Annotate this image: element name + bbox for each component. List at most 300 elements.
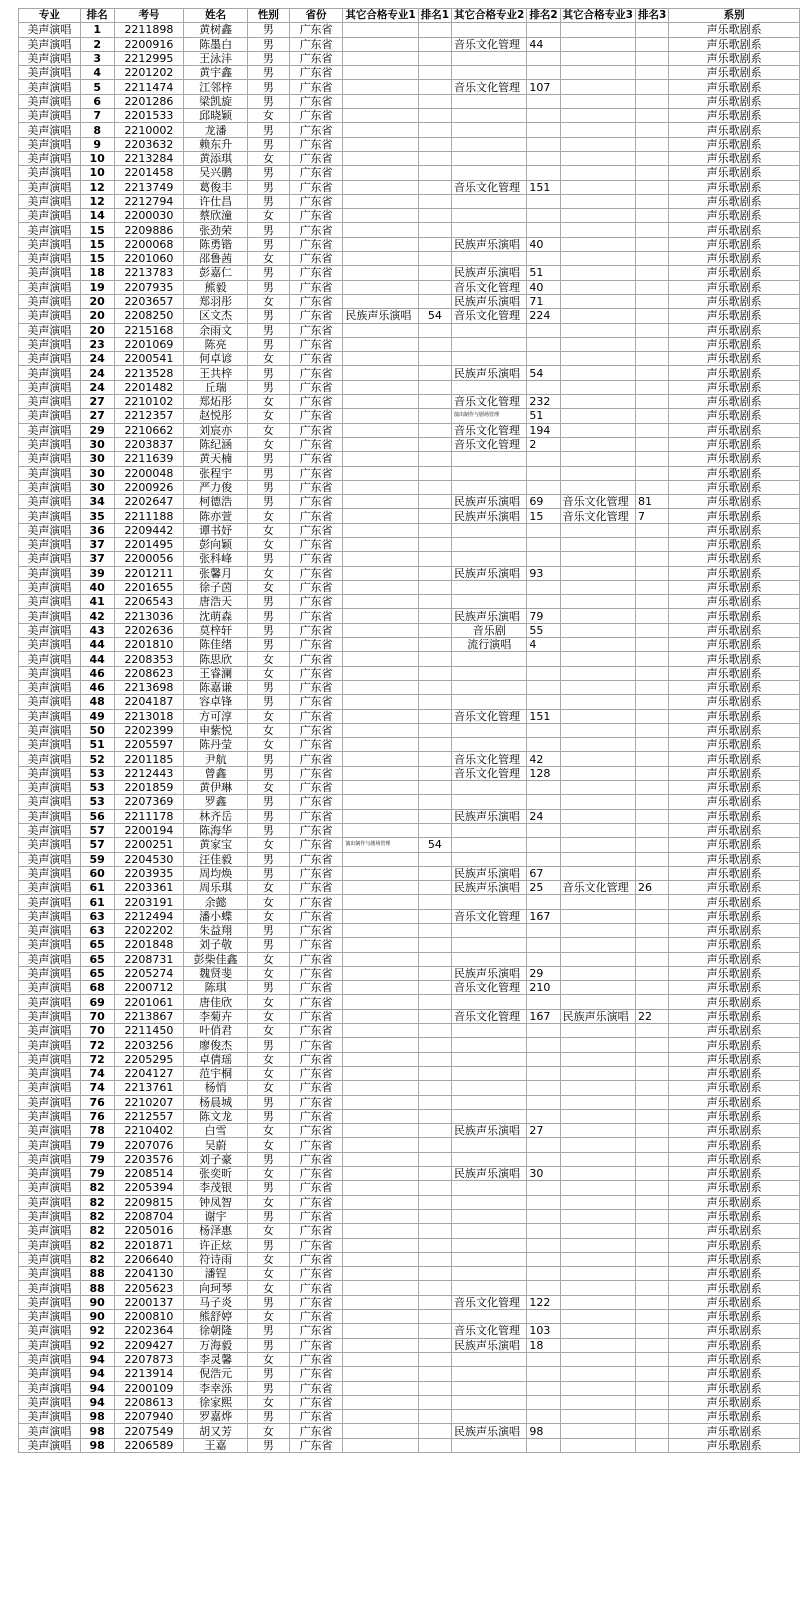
cell-rank-1 [418, 123, 451, 137]
cell-major: 美声演唱 [19, 480, 81, 494]
cell-other-major-2: 音乐文化管理 [452, 1324, 527, 1338]
cell-major: 美声演唱 [19, 1410, 81, 1424]
cell-exam-number: 2213867 [114, 1009, 184, 1023]
table-row [19, 80, 800, 94]
cell-other-major-3 [560, 1310, 635, 1324]
cell-rank-2: 167 [527, 909, 560, 923]
cell-major: 美声演唱 [19, 1009, 81, 1023]
cell-rank-1 [418, 609, 451, 623]
cell-department: 声乐歌剧系 [669, 623, 800, 637]
cell-department: 声乐歌剧系 [669, 37, 800, 51]
cell-gender: 女 [248, 1138, 290, 1152]
cell-province: 广东省 [289, 337, 343, 351]
cell-other-major-3 [560, 1252, 635, 1266]
cell-gender: 男 [248, 323, 290, 337]
cell-rank-1 [418, 23, 451, 37]
cell-other-major-3 [560, 1024, 635, 1038]
cell-rank-1 [418, 166, 451, 180]
cell-other-major-2 [452, 1224, 527, 1238]
cell-exam-number: 2200194 [114, 823, 184, 837]
cell-other-major-2 [452, 823, 527, 837]
cell-rank: 43 [80, 623, 114, 637]
cell-rank-3 [635, 1081, 668, 1095]
cell-gender: 男 [248, 1209, 290, 1223]
cell-rank-2: 79 [527, 609, 560, 623]
cell-province: 广东省 [289, 1038, 343, 1052]
cell-name: 唐浩天 [184, 595, 248, 609]
cell-major: 美声演唱 [19, 166, 81, 180]
cell-other-major-1 [343, 1338, 418, 1352]
table-row [19, 1209, 800, 1223]
cell-department: 声乐歌剧系 [669, 266, 800, 280]
cell-rank-2 [527, 852, 560, 866]
cell-exam-number: 2200137 [114, 1295, 184, 1309]
cell-other-major-2 [452, 380, 527, 394]
cell-major: 美声演唱 [19, 680, 81, 694]
cell-name: 陈琪 [184, 981, 248, 995]
cell-other-major-2 [452, 1438, 527, 1452]
cell-gender: 男 [248, 94, 290, 108]
cell-exam-number: 2205274 [114, 966, 184, 980]
cell-name: 万海毅 [184, 1338, 248, 1352]
cell-other-major-1 [343, 580, 418, 594]
cell-other-major-1 [343, 1152, 418, 1166]
cell-rank-1 [418, 1224, 451, 1238]
cell-province: 广东省 [289, 137, 343, 151]
cell-other-major-2 [452, 952, 527, 966]
cell-department: 声乐歌剧系 [669, 966, 800, 980]
cell-other-major-1 [343, 809, 418, 823]
cell-other-major-1 [343, 1052, 418, 1066]
cell-province: 广东省 [289, 1195, 343, 1209]
cell-other-major-3 [560, 695, 635, 709]
cell-name: 黄天楠 [184, 452, 248, 466]
cell-name: 李灵馨 [184, 1352, 248, 1366]
cell-department: 声乐歌剧系 [669, 609, 800, 623]
cell-exam-number: 2203256 [114, 1038, 184, 1052]
cell-name: 陈丹莹 [184, 738, 248, 752]
cell-name: 李幸泺 [184, 1381, 248, 1395]
cell-name: 陈文龙 [184, 1109, 248, 1123]
cell-rank-1 [418, 1324, 451, 1338]
cell-major: 美声演唱 [19, 1381, 81, 1395]
cell-rank-1 [418, 380, 451, 394]
cell-name: 郑羽彤 [184, 294, 248, 308]
table-row [19, 180, 800, 194]
cell-gender: 男 [248, 123, 290, 137]
table-row [19, 1052, 800, 1066]
cell-province: 广东省 [289, 466, 343, 480]
cell-gender: 男 [248, 1338, 290, 1352]
cell-rank-1 [418, 480, 451, 494]
cell-gender: 女 [248, 738, 290, 752]
cell-rank-3 [635, 166, 668, 180]
cell-other-major-2 [452, 1209, 527, 1223]
cell-exam-number: 2200541 [114, 352, 184, 366]
cell-name: 申紫悦 [184, 723, 248, 737]
cell-department: 声乐歌剧系 [669, 1352, 800, 1366]
cell-province: 广东省 [289, 752, 343, 766]
cell-other-major-1 [343, 80, 418, 94]
table-row [19, 680, 800, 694]
cell-rank-3 [635, 323, 668, 337]
cell-gender: 女 [248, 1267, 290, 1281]
cell-major: 美声演唱 [19, 109, 81, 123]
cell-major: 美声演唱 [19, 766, 81, 780]
cell-major: 美声演唱 [19, 1367, 81, 1381]
cell-rank-1 [418, 752, 451, 766]
cell-major: 美声演唱 [19, 423, 81, 437]
cell-other-major-2 [452, 680, 527, 694]
cell-rank-2 [527, 895, 560, 909]
cell-other-major-1 [343, 1238, 418, 1252]
cell-rank-3 [635, 952, 668, 966]
cell-other-major-2: 音乐文化管理 [452, 423, 527, 437]
cell-province: 广东省 [289, 1181, 343, 1195]
table-row [19, 466, 800, 480]
cell-exam-number: 2203191 [114, 895, 184, 909]
cell-name: 余雨文 [184, 323, 248, 337]
cell-province: 广东省 [289, 566, 343, 580]
cell-rank-2: 40 [527, 280, 560, 294]
table-row [19, 752, 800, 766]
cell-province: 广东省 [289, 80, 343, 94]
cell-rank-2 [527, 1109, 560, 1123]
cell-gender: 女 [248, 952, 290, 966]
header-other-major-2: 其它合格专业2 [452, 9, 527, 23]
cell-name: 王睿澜 [184, 666, 248, 680]
cell-rank-3 [635, 537, 668, 551]
cell-department: 声乐歌剧系 [669, 480, 800, 494]
cell-other-major-1 [343, 137, 418, 151]
cell-other-major-2: 民族声乐演唱 [452, 566, 527, 580]
cell-rank-3: 22 [635, 1009, 668, 1023]
cell-gender: 女 [248, 566, 290, 580]
cell-gender: 男 [248, 1324, 290, 1338]
cell-rank-3 [635, 623, 668, 637]
cell-department: 声乐歌剧系 [669, 1295, 800, 1309]
cell-rank-3 [635, 1167, 668, 1181]
cell-rank-2: 2 [527, 437, 560, 451]
cell-other-major-1 [343, 294, 418, 308]
cell-major: 美声演唱 [19, 466, 81, 480]
cell-gender: 女 [248, 252, 290, 266]
cell-major: 美声演唱 [19, 323, 81, 337]
cell-other-major-2 [452, 523, 527, 537]
cell-exam-number: 2208613 [114, 1395, 184, 1409]
cell-gender: 男 [248, 223, 290, 237]
cell-other-major-1 [343, 1224, 418, 1238]
cell-rank: 61 [80, 881, 114, 895]
cell-rank-1 [418, 1209, 451, 1223]
cell-rank-1 [418, 952, 451, 966]
table-row [19, 1395, 800, 1409]
cell-other-major-2: 音乐文化管理 [452, 1295, 527, 1309]
cell-exam-number: 2209815 [114, 1195, 184, 1209]
cell-rank: 49 [80, 709, 114, 723]
table-row [19, 781, 800, 795]
cell-other-major-1 [343, 23, 418, 37]
cell-province: 广东省 [289, 523, 343, 537]
cell-province: 广东省 [289, 924, 343, 938]
cell-province: 广东省 [289, 366, 343, 380]
cell-rank-2 [527, 123, 560, 137]
cell-major: 美声演唱 [19, 623, 81, 637]
cell-name: 罗嘉烨 [184, 1410, 248, 1424]
cell-name: 谢宇 [184, 1209, 248, 1223]
cell-rank-1 [418, 80, 451, 94]
cell-gender: 男 [248, 595, 290, 609]
cell-rank-2 [527, 795, 560, 809]
cell-major: 美声演唱 [19, 652, 81, 666]
cell-rank-3 [635, 1324, 668, 1338]
cell-name: 彭柴佳鑫 [184, 952, 248, 966]
cell-other-major-1 [343, 695, 418, 709]
cell-major: 美声演唱 [19, 51, 81, 65]
cell-other-major-3 [560, 795, 635, 809]
cell-rank-1 [418, 895, 451, 909]
cell-rank-3 [635, 1066, 668, 1080]
cell-gender: 男 [248, 552, 290, 566]
table-row [19, 480, 800, 494]
cell-rank: 61 [80, 895, 114, 909]
cell-other-major-3 [560, 1081, 635, 1095]
cell-other-major-3 [560, 738, 635, 752]
cell-rank: 15 [80, 237, 114, 251]
cell-other-major-3 [560, 223, 635, 237]
cell-exam-number: 2211639 [114, 452, 184, 466]
cell-other-major-1 [343, 37, 418, 51]
cell-rank-2 [527, 51, 560, 65]
cell-gender: 男 [248, 1410, 290, 1424]
cell-other-major-3 [560, 1195, 635, 1209]
cell-other-major-3 [560, 752, 635, 766]
cell-other-major-1 [343, 1024, 418, 1038]
cell-name: 廖俊杰 [184, 1038, 248, 1052]
cell-exam-number: 2208623 [114, 666, 184, 680]
cell-name: 吴蔚 [184, 1138, 248, 1152]
cell-other-major-2 [452, 738, 527, 752]
cell-other-major-3 [560, 366, 635, 380]
cell-name: 杨晨城 [184, 1095, 248, 1109]
cell-rank-3 [635, 1152, 668, 1166]
cell-other-major-1 [343, 1438, 418, 1452]
cell-major: 美声演唱 [19, 1195, 81, 1209]
cell-gender: 男 [248, 194, 290, 208]
cell-exam-number: 2208250 [114, 309, 184, 323]
cell-other-major-1 [343, 1367, 418, 1381]
cell-rank-3 [635, 51, 668, 65]
table-row [19, 609, 800, 623]
cell-department: 声乐歌剧系 [669, 895, 800, 909]
cell-gender: 女 [248, 1224, 290, 1238]
cell-exam-number: 2209427 [114, 1338, 184, 1352]
cell-other-major-2 [452, 1195, 527, 1209]
cell-rank-1 [418, 1052, 451, 1066]
cell-rank-3 [635, 37, 668, 51]
cell-rank-3 [635, 838, 668, 852]
table-row [19, 1238, 800, 1252]
cell-exam-number: 2205597 [114, 738, 184, 752]
cell-major: 美声演唱 [19, 1424, 81, 1438]
cell-gender: 女 [248, 1424, 290, 1438]
cell-province: 广东省 [289, 781, 343, 795]
cell-rank-3 [635, 437, 668, 451]
cell-rank-1 [418, 1352, 451, 1366]
cell-major: 美声演唱 [19, 209, 81, 223]
cell-department: 声乐歌剧系 [669, 166, 800, 180]
cell-other-major-3 [560, 123, 635, 137]
cell-other-major-1 [343, 395, 418, 409]
cell-province: 广东省 [289, 537, 343, 551]
cell-rank: 68 [80, 981, 114, 995]
cell-other-major-3 [560, 995, 635, 1009]
cell-rank-2 [527, 94, 560, 108]
table-row [19, 1038, 800, 1052]
cell-other-major-1 [343, 895, 418, 909]
cell-rank-3 [635, 866, 668, 880]
table-row [19, 151, 800, 165]
table-row [19, 51, 800, 65]
cell-major: 美声演唱 [19, 1081, 81, 1095]
cell-department: 声乐歌剧系 [669, 1052, 800, 1066]
cell-other-major-2 [452, 1381, 527, 1395]
cell-rank-2 [527, 1052, 560, 1066]
header-major: 专业 [19, 9, 81, 23]
cell-rank: 79 [80, 1152, 114, 1166]
cell-gender: 男 [248, 495, 290, 509]
cell-department: 声乐歌剧系 [669, 766, 800, 780]
table-row [19, 266, 800, 280]
cell-province: 广东省 [289, 1381, 343, 1395]
cell-exam-number: 2202364 [114, 1324, 184, 1338]
cell-department: 声乐歌剧系 [669, 294, 800, 308]
cell-rank-2 [527, 1152, 560, 1166]
cell-other-major-2: 音乐文化管理 [452, 1009, 527, 1023]
cell-other-major-2 [452, 194, 527, 208]
cell-rank-3 [635, 423, 668, 437]
cell-other-major-1 [343, 1167, 418, 1181]
cell-exam-number: 2208514 [114, 1167, 184, 1181]
header-row [19, 9, 800, 23]
cell-department: 声乐歌剧系 [669, 1438, 800, 1452]
cell-other-major-3 [560, 1224, 635, 1238]
cell-province: 广东省 [289, 294, 343, 308]
cell-province: 广东省 [289, 1324, 343, 1338]
cell-major: 美声演唱 [19, 1238, 81, 1252]
cell-exam-number: 2207935 [114, 280, 184, 294]
cell-department: 声乐歌剧系 [669, 537, 800, 551]
cell-rank-3 [635, 1038, 668, 1052]
cell-rank-2 [527, 695, 560, 709]
cell-major: 美声演唱 [19, 795, 81, 809]
cell-other-major-2: 民族声乐演唱 [452, 966, 527, 980]
cell-major: 美声演唱 [19, 666, 81, 680]
cell-gender: 女 [248, 1395, 290, 1409]
cell-rank: 92 [80, 1324, 114, 1338]
cell-rank-2 [527, 109, 560, 123]
cell-gender: 女 [248, 1310, 290, 1324]
cell-name: 江邻梓 [184, 80, 248, 94]
table-row [19, 981, 800, 995]
cell-department: 声乐歌剧系 [669, 1310, 800, 1324]
table-row [19, 924, 800, 938]
cell-major: 美声演唱 [19, 151, 81, 165]
cell-gender: 女 [248, 209, 290, 223]
cell-exam-number: 2202202 [114, 924, 184, 938]
cell-other-major-2: 音乐文化管理 [452, 80, 527, 94]
table-row [19, 337, 800, 351]
cell-department: 声乐歌剧系 [669, 466, 800, 480]
cell-rank-1 [418, 966, 451, 980]
cell-other-major-1 [343, 766, 418, 780]
cell-rank-3 [635, 1438, 668, 1452]
cell-rank-1 [418, 151, 451, 165]
table-row [19, 1352, 800, 1366]
cell-gender: 女 [248, 881, 290, 895]
cell-province: 广东省 [289, 766, 343, 780]
cell-other-major-2: 民族声乐演唱 [452, 1124, 527, 1138]
cell-major: 美声演唱 [19, 781, 81, 795]
cell-name: 葛俊丰 [184, 180, 248, 194]
cell-province: 广东省 [289, 209, 343, 223]
cell-rank-1 [418, 938, 451, 952]
cell-gender: 男 [248, 695, 290, 709]
cell-rank-3 [635, 337, 668, 351]
cell-rank-2: 4 [527, 638, 560, 652]
cell-name: 徐家熙 [184, 1395, 248, 1409]
table-row [19, 666, 800, 680]
cell-rank-2 [527, 1224, 560, 1238]
cell-province: 广东省 [289, 252, 343, 266]
table-row [19, 852, 800, 866]
cell-other-major-1 [343, 738, 418, 752]
cell-name: 许正炫 [184, 1238, 248, 1252]
cell-department: 声乐歌剧系 [669, 795, 800, 809]
table-row [19, 866, 800, 880]
cell-other-major-2 [452, 337, 527, 351]
cell-rank-1: 54 [418, 309, 451, 323]
cell-rank-2 [527, 1209, 560, 1223]
cell-rank: 65 [80, 938, 114, 952]
cell-rank: 82 [80, 1195, 114, 1209]
cell-department: 声乐歌剧系 [669, 823, 800, 837]
cell-rank: 74 [80, 1066, 114, 1080]
cell-rank-1 [418, 395, 451, 409]
cell-rank: 53 [80, 795, 114, 809]
cell-gender: 女 [248, 352, 290, 366]
table-row [19, 838, 800, 852]
cell-rank-2 [527, 552, 560, 566]
table-row [19, 623, 800, 637]
cell-name: 邱晓颖 [184, 109, 248, 123]
cell-rank: 79 [80, 1138, 114, 1152]
cell-major: 美声演唱 [19, 809, 81, 823]
cell-rank-3 [635, 452, 668, 466]
cell-other-major-1 [343, 666, 418, 680]
cell-other-major-2 [452, 1152, 527, 1166]
cell-rank: 94 [80, 1352, 114, 1366]
cell-gender: 男 [248, 638, 290, 652]
cell-rank-2: 232 [527, 395, 560, 409]
cell-department: 声乐歌剧系 [669, 423, 800, 437]
cell-name: 张奕昕 [184, 1167, 248, 1181]
table-row [19, 380, 800, 394]
cell-other-major-3 [560, 924, 635, 938]
cell-province: 广东省 [289, 981, 343, 995]
cell-rank-1 [418, 595, 451, 609]
cell-rank-3 [635, 109, 668, 123]
